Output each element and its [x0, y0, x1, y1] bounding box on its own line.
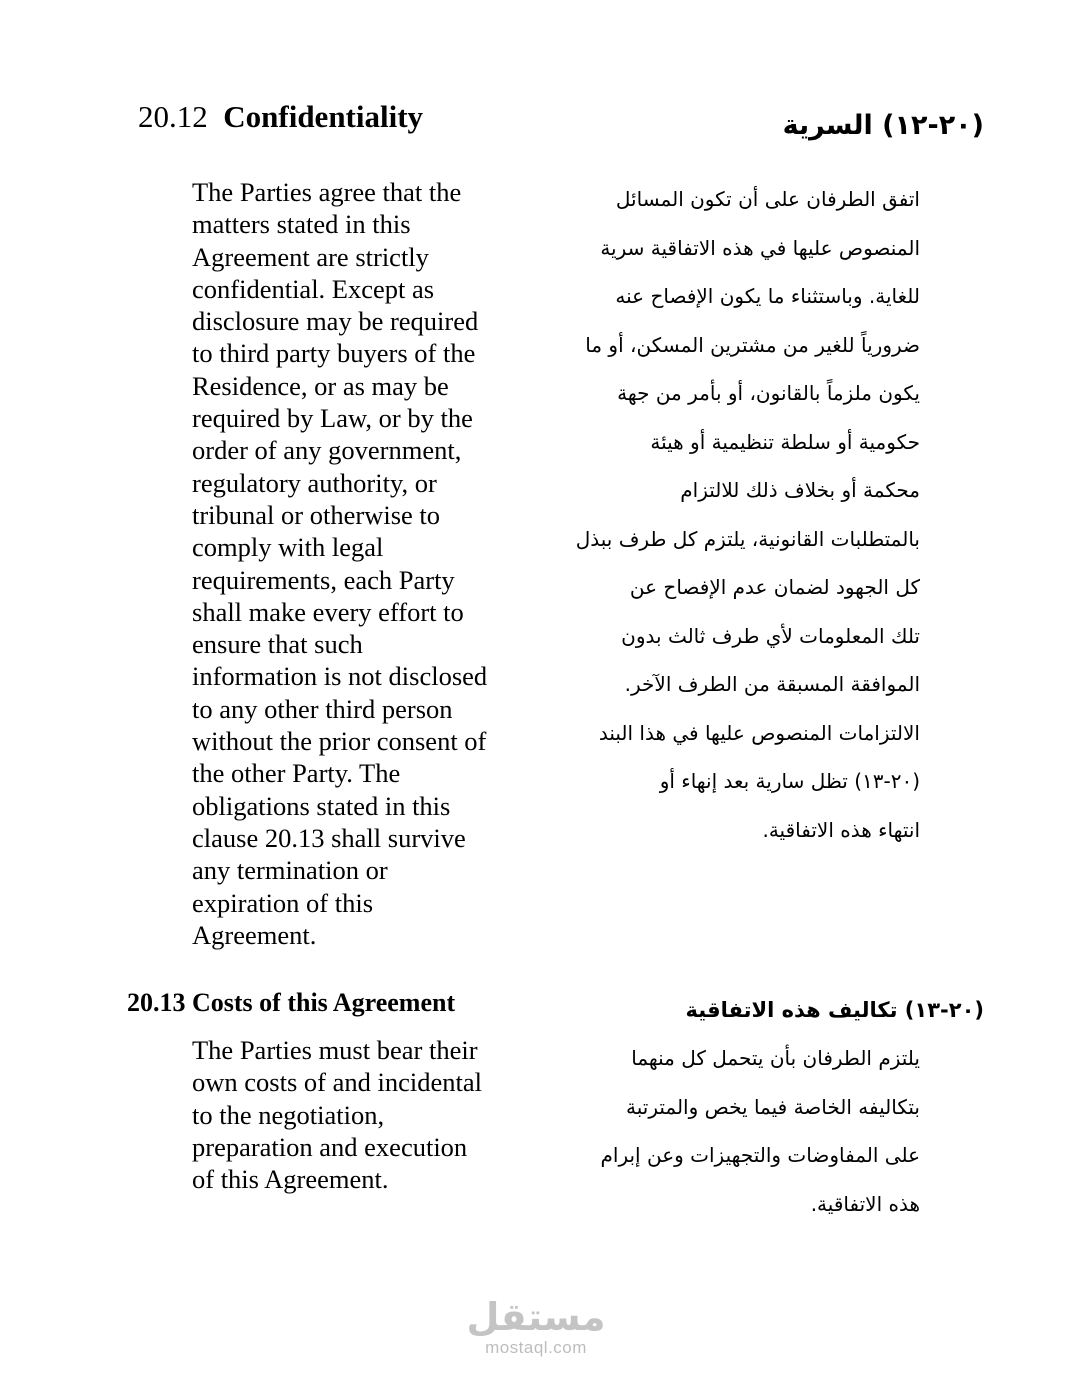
text-line: الموافقة المسبقة من الطرف الآخر.	[624, 672, 920, 696]
text-line: shall make every effort to	[192, 596, 464, 627]
text-line: disclosure may be required	[192, 306, 479, 337]
text-line: required by Law, or by the	[192, 403, 473, 434]
watermark	[436, 1296, 636, 1358]
text-line: كل الجهود لضمان عدم الإفصاح عن	[629, 575, 920, 599]
section-number: 20.12	[138, 99, 208, 134]
text-line: clause 20.13 shall survive	[192, 822, 466, 853]
text-line: المنصوص عليها في هذه الاتفاقية سرية	[600, 235, 920, 260]
text-line: حكومية أو سلطة تنظيمية أو هيئة	[650, 429, 920, 454]
text-line: Residence, or as may be	[192, 370, 449, 401]
text-line: Agreement.	[192, 919, 317, 950]
text-line: requirements, each Party	[192, 564, 455, 595]
text-line: obligations stated in this	[192, 790, 451, 821]
clause-text-en-20-12	[192, 176, 524, 951]
text-line: own costs of and incidental	[192, 1067, 482, 1098]
text-line: to any other third person	[192, 693, 453, 724]
watermark-logo: مستقل	[466, 1295, 606, 1339]
text-line: اتفق الطرفان على أن تكون المسائل	[615, 187, 920, 211]
clause-text-en-20-13	[192, 1034, 524, 1195]
text-line: للغاية. وباستثناء ما يكون الإفصاح عنه	[615, 284, 920, 308]
text-line: (٢٠-١٣) تظل سارية بعد إنهاء أو	[659, 769, 920, 793]
text-line: Agreement are strictly	[192, 241, 429, 272]
text-line: يلتزم الطرفان بأن يتحمل كل منهما	[631, 1046, 920, 1070]
section-heading-ar-20-13: (٢٠-١٣) تكاليف هذه الاتفاقية	[685, 998, 984, 1022]
section-heading-en-20-12	[138, 99, 423, 135]
text-line: انتهاء هذه الاتفاقية.	[762, 817, 920, 842]
clause-text-ar-20-12	[544, 175, 920, 854]
text-line: information is not disclosed	[192, 661, 488, 692]
text-line: without the prior consent of	[192, 726, 487, 757]
section-title: Confidentiality	[223, 99, 424, 134]
watermark-domain: mostaql.com	[485, 1338, 587, 1357]
text-line: The Parties must bear their	[192, 1035, 478, 1065]
text-line: to third party buyers of the	[192, 338, 476, 369]
text-line: order of any government,	[192, 435, 462, 466]
text-line: confidential. Except as	[192, 273, 435, 304]
section-heading-ar-20-12: (٢٠-١٢) السرية	[782, 110, 984, 141]
text-line: matters stated in this	[192, 209, 411, 240]
text-line: على المفاوضات والتجهيزات وعن إبرام	[600, 1143, 920, 1167]
text-line: يكون ملزماً بالقانون، أو بأمر من جهة	[617, 381, 920, 405]
text-line: any termination or	[192, 855, 388, 886]
text-line: هذه الاتفاقية.	[810, 1191, 920, 1216]
text-line: بالمتطلبات القانونية، يلتزم كل طرف ببذل	[575, 526, 920, 551]
text-line: tribunal or otherwise to	[192, 499, 441, 530]
text-line: محكمة أو بخلاف ذلك للالتزام	[680, 478, 920, 502]
text-line: comply with legal	[192, 532, 384, 563]
text-line: ensure that such	[192, 629, 363, 660]
text-line: The Parties agree that the	[192, 177, 462, 207]
text-line: بتكاليفه الخاصة فيما يخص والمترتبة	[626, 1094, 920, 1119]
section-heading-en-20-13: 20.13 Costs of this Agreement	[127, 988, 456, 1017]
text-line: to the negotiation,	[192, 1099, 385, 1130]
clause-text-ar-20-13	[544, 1034, 920, 1228]
text-line: expiration of this	[192, 887, 374, 918]
text-line: تلك المعلومات لأي طرف ثالث بدون	[621, 623, 920, 648]
text-line: the other Party. The	[192, 758, 401, 789]
text-line: ضرورياً للغير من مشترين المسكن، أو ما	[585, 332, 920, 357]
text-line: preparation and execution	[192, 1131, 468, 1162]
text-line: الالتزامات المنصوص عليها في هذا البند	[598, 720, 920, 745]
text-line: of this Agreement.	[192, 1164, 389, 1195]
text-line: regulatory authority, or	[192, 467, 437, 498]
